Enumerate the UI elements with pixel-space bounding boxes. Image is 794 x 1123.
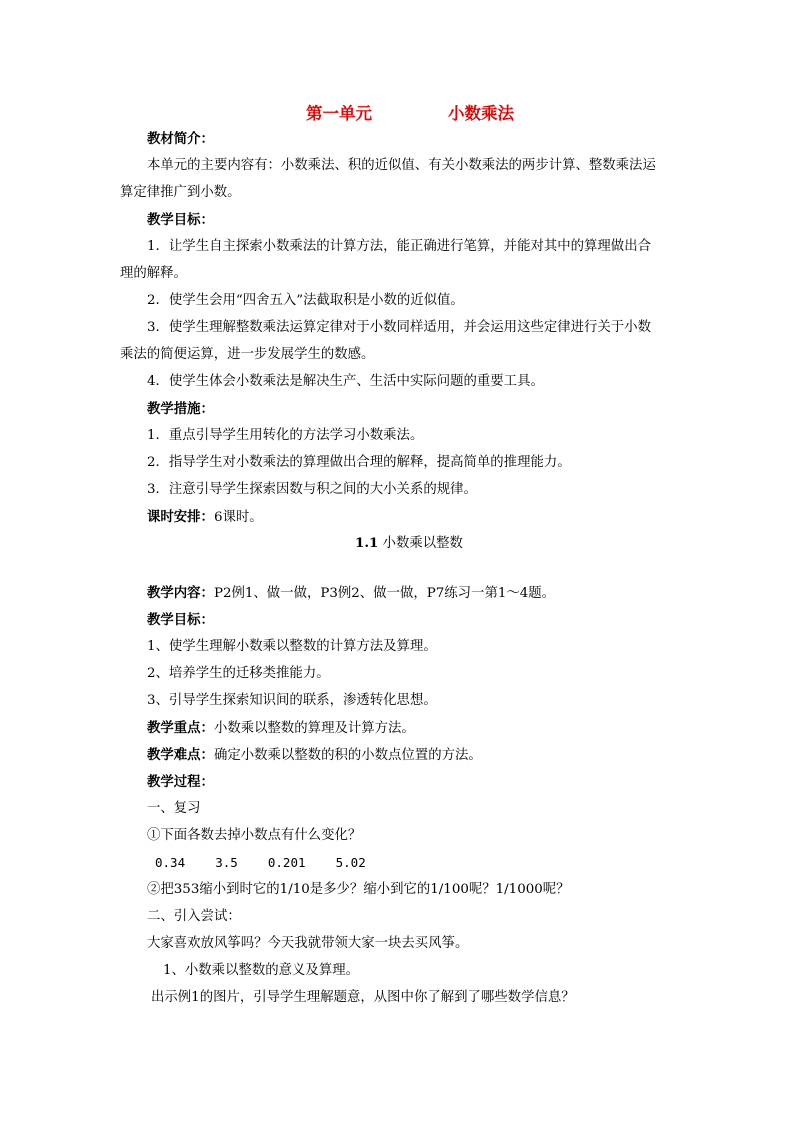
unit-number: 第一单元 bbox=[306, 104, 372, 123]
lesson-number: 1.1 bbox=[355, 535, 379, 551]
intro-try-heading: 二、引入尝试： bbox=[147, 909, 241, 924]
review-question2: ②把353缩小到时它的1/10是多少？缩小到它的1/100呢？1/1000呢？ bbox=[147, 882, 570, 897]
goal2: 2．使学生会用“四舍五入”法截取积是小数的近似值。 bbox=[147, 293, 464, 308]
process-heading: 教学过程： bbox=[147, 774, 214, 790]
goal4: 4．使学生体会小数乘法是解决生产、生活中实际问题的重要工具。 bbox=[147, 374, 544, 389]
lesson-goal2: 2、培养学生的迁移类推能力。 bbox=[147, 666, 330, 681]
measure1: 1．重点引导学生用转化的方法学习小数乘法。 bbox=[147, 428, 424, 443]
lesson-key-point bbox=[147, 718, 415, 739]
goal1-line2: 理的解释。 bbox=[120, 266, 187, 281]
measure3: 3．注意引导学生探索因数与积之间的大小关系的规律。 bbox=[147, 482, 477, 497]
review-numbers: 0.34 3.5 0.201 5.02 bbox=[155, 855, 366, 870]
lesson-content bbox=[147, 583, 555, 604]
kite-text: 大家喜欢放风筝吗？今天我就带领大家一块去买风筝。 bbox=[147, 936, 469, 951]
goal3-line1: 3．使学生理解整数乘法运算定律对于小数同样适用，并会运用这些定律进行关于小数 bbox=[147, 320, 651, 335]
difficulty-value: 确定小数乘以整数的积的小数点位置的方法。 bbox=[213, 748, 482, 763]
measure2: 2．指导学生对小数乘法的算理做出合理的解释，提高简单的推理能力。 bbox=[147, 455, 571, 470]
schedule bbox=[147, 507, 263, 528]
review-heading: 一、复习 bbox=[147, 801, 201, 816]
intro-heading: 教材简介： bbox=[147, 131, 214, 147]
unit-topic: 小数乘法 bbox=[448, 104, 514, 123]
key-point-value: 小数乘以整数的算理及计算方法。 bbox=[213, 721, 415, 736]
intro-text-line2: 算定律推广到小数。 bbox=[120, 185, 241, 200]
goals-heading: 教学目标： bbox=[147, 212, 214, 228]
lesson-title bbox=[0, 533, 794, 554]
example-text: 出示例1的图片，引导学生理解题意，从图中你了解到了哪些数学信息？ bbox=[151, 990, 575, 1005]
lesson-goals-heading: 教学目标： bbox=[147, 612, 214, 628]
schedule-value: 6课时。 bbox=[213, 510, 263, 525]
lesson-goal3: 3、引导学生探索知识间的联系，渗透转化思想。 bbox=[147, 693, 437, 708]
subsection1: 1、小数乘以整数的意义及算理。 bbox=[163, 963, 359, 978]
lesson-content-label: 教学内容： bbox=[147, 585, 214, 601]
goal3-line2: 乘法的简便运算，进一步发展学生的数感。 bbox=[120, 347, 375, 362]
unit-title bbox=[0, 100, 794, 126]
measures-heading: 教学措施： bbox=[147, 401, 214, 417]
review-question1: ①下面各数去掉小数点有什么变化？ bbox=[147, 828, 362, 843]
key-point-label: 教学重点： bbox=[147, 720, 214, 736]
schedule-label: 课时安排： bbox=[147, 509, 214, 525]
lesson-goal1: 1、使学生理解小数乘以整数的计算方法及算理。 bbox=[147, 639, 437, 654]
goal1-line1: 1．让学生自主探索小数乘法的计算方法，能正确进行笔算，并能对其中的算理做出合 bbox=[147, 239, 651, 254]
intro-text-line1: 本单元的主要内容有：小数乘法、积的近似值、有关小数乘法的两步计算、整数乘法运 bbox=[147, 158, 656, 173]
difficulty-label: 教学难点： bbox=[147, 747, 214, 763]
lesson-difficulty bbox=[147, 745, 482, 766]
lesson-content-value: P2例1、做一做，P3例2、做一做，P7练习一第1～4题。 bbox=[213, 586, 556, 601]
lesson-title-text: 小数乘以整数 bbox=[382, 536, 463, 551]
